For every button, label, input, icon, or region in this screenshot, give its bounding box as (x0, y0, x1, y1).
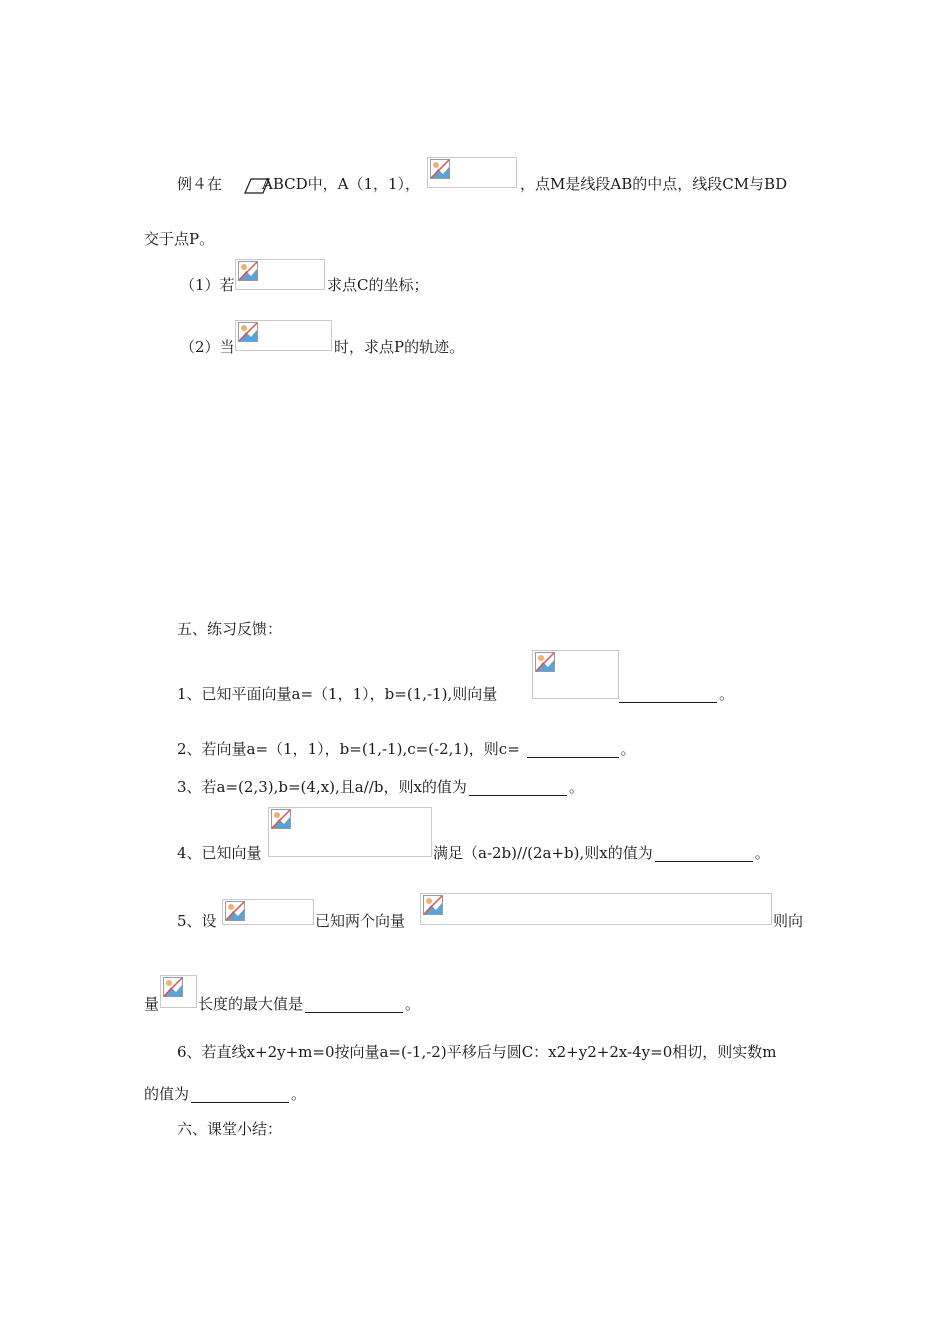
formula-image-placeholder (160, 975, 197, 1008)
example4-lead: 例４在 (177, 175, 223, 193)
exercise2: 2、若向量a=（1，1），b=(1,-1),c=(-2,1)，则c= 。 (177, 740, 636, 758)
exercise1-prefix: 1、已知平面向量a=（1，1），b=(1,-1),则向量 (177, 685, 498, 703)
exercise6-line1: 6、若直线x+2y+m=0按向量a=(-1,-2)平移后与圆C：x2+y2+2x-4y=0相切，则实数m (177, 1043, 777, 1061)
answer-blank[interactable] (469, 779, 567, 796)
formula-image-placeholder (222, 899, 314, 925)
formula-image-placeholder (268, 807, 432, 857)
question1-suffix: 求点C的坐标； (327, 276, 429, 294)
question2-suffix: 时，求点P的轨迹。 (334, 338, 465, 356)
broken-image-icon (535, 652, 555, 672)
answer-blank[interactable] (527, 741, 619, 758)
formula-image-placeholder (532, 650, 619, 699)
exercise5-cont-text: 长度的最大值是 。 (198, 995, 421, 1013)
broken-image-icon (163, 977, 183, 997)
exercise4-text: 满足（a-2b)//(2a+b),则x的值为 。 (433, 844, 770, 862)
section6-heading: 六、课堂小结： (177, 1120, 283, 1138)
answer-blank[interactable] (191, 1086, 289, 1103)
exercise4-prefix: 4、已知向量 (177, 844, 262, 862)
example4-text3: 交于点P。 (144, 230, 215, 248)
answer-blank[interactable] (619, 686, 717, 703)
broken-image-icon (423, 895, 443, 915)
broken-image-icon (225, 901, 245, 921)
exercise5-suffix: 则向 (773, 912, 804, 930)
formula-image-placeholder (427, 157, 517, 188)
broken-image-icon (238, 322, 258, 342)
answer-blank[interactable] (655, 845, 753, 862)
broken-image-icon (238, 261, 258, 281)
example4-text1: ABCD中，A（1，1）， (262, 175, 421, 193)
formula-image-placeholder (235, 320, 332, 351)
exercise1-answer: 。 (619, 683, 734, 704)
exercise5-cont-prefix: 量 (144, 995, 160, 1013)
section5-heading: 五、练习反馈： (177, 620, 283, 638)
exercise3: 3、若a=(2,3),b=(4,x),且a//b，则x的值为 。 (177, 778, 584, 796)
exercise5-mid: 已知两个向量 (315, 912, 406, 930)
example4-text2: ，点M是线段AB的中点，线段CM与BD (520, 175, 788, 193)
exercise5-prefix: 5、设 (177, 912, 217, 930)
answer-blank[interactable] (305, 996, 403, 1013)
broken-image-icon (430, 159, 450, 179)
formula-image-placeholder (420, 893, 772, 925)
question2-prefix: （2）当 (180, 338, 235, 356)
exercise6-line2: 的值为 。 (144, 1085, 307, 1103)
question1-prefix: （1）若 (180, 276, 235, 294)
formula-image-placeholder (235, 259, 325, 290)
example4-line1 (177, 173, 222, 194)
broken-image-icon (271, 809, 291, 829)
